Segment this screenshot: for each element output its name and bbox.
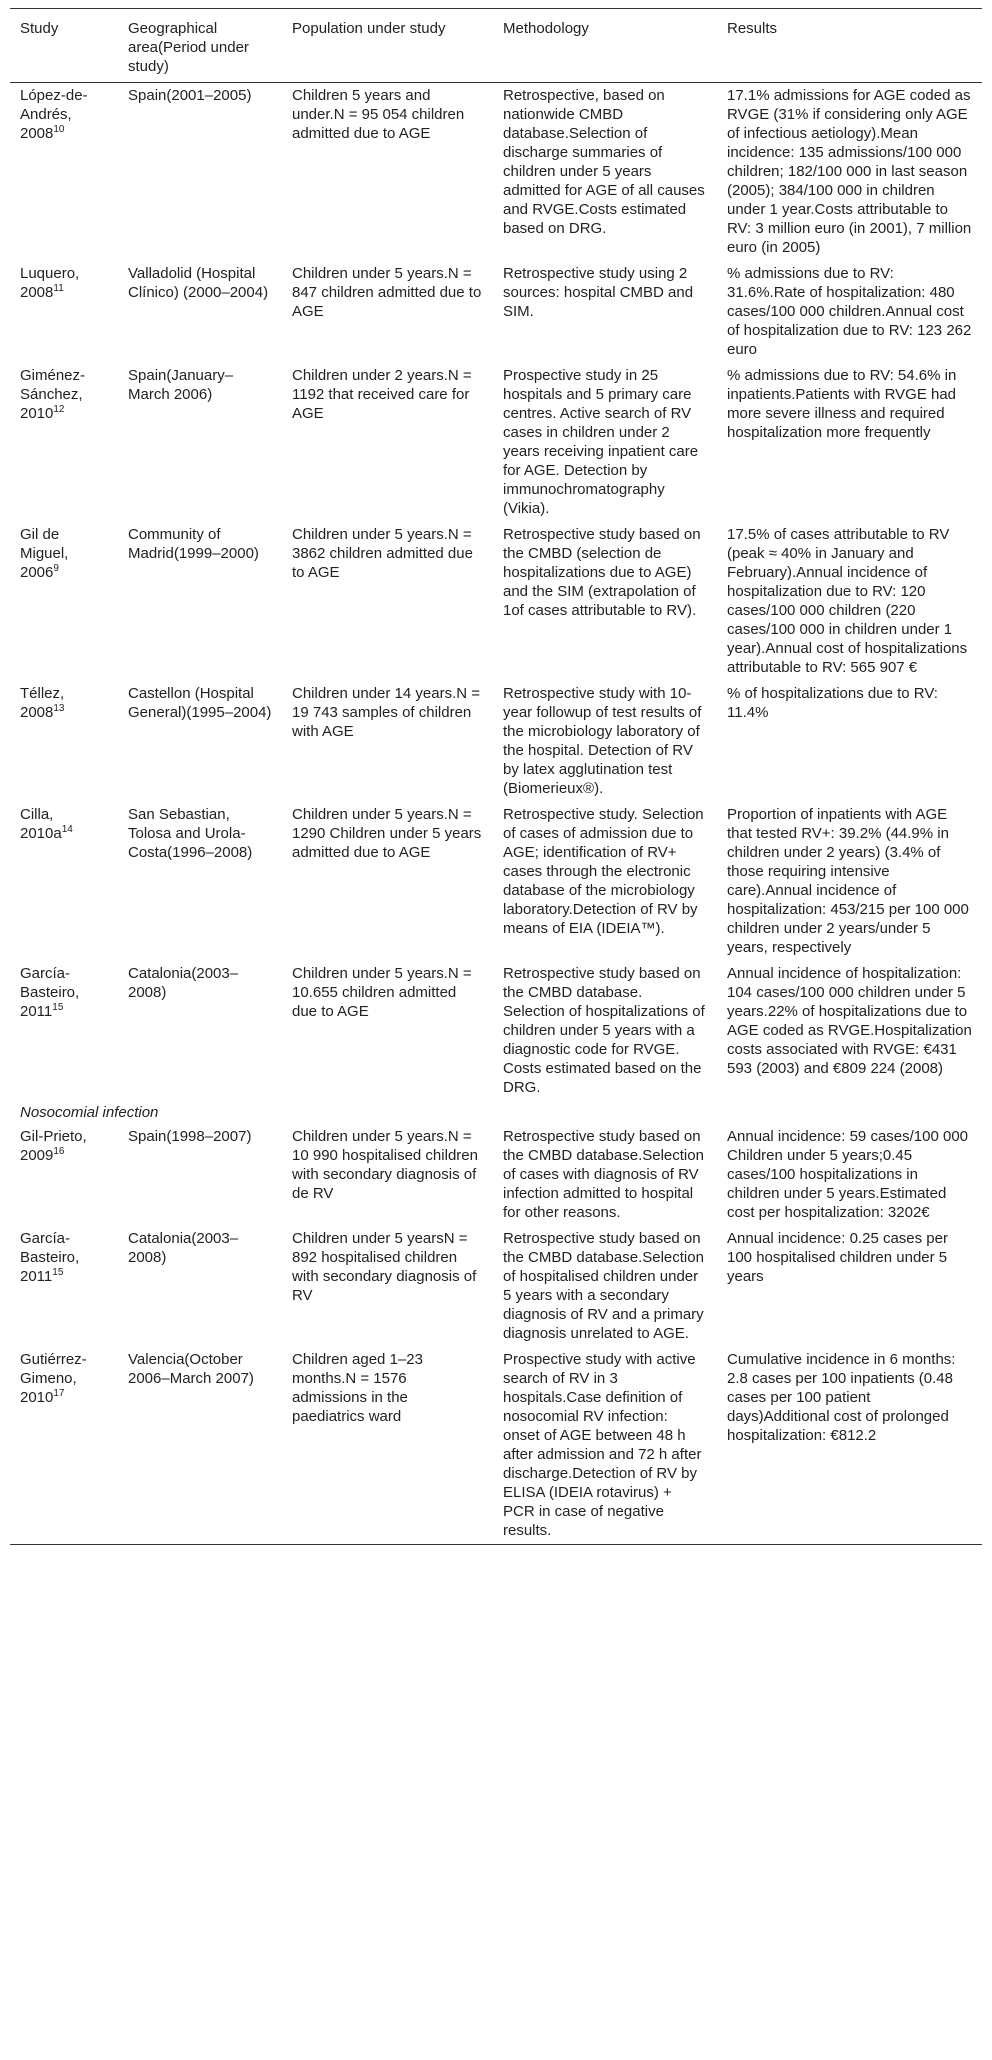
area-cell: Catalonia(2003–2008): [128, 1230, 239, 1266]
study-ref: 14: [61, 824, 73, 835]
study-cell: [10, 1124, 118, 1226]
table-body: [10, 83, 982, 1545]
header-population: Population under study: [292, 20, 446, 37]
study-cell: [10, 363, 118, 522]
methodology-cell: Retrospective study based on the CMBD database.Selection of hospitalised children under 5 years with a secondary diagnosis of RV and a primary diagnosis unrelated to AGE.: [503, 1230, 704, 1342]
study-name: García-Basteiro, 2011: [20, 965, 80, 1020]
methodology-cell: Prospective study in 25 hospitals and 5 primary care centres. Active search of RV cases in children under 2 years receiving inpatient care for AGE. Detection by immunochromatography (Vikia).: [503, 367, 699, 517]
header-results: Results: [727, 20, 778, 37]
methodology-cell: Prospective study with active search of RV in 3 hospitals.Case definition of nosocomial RV infection: onset of AGE between 48 h after admission and 72 h after discharge.Detection of RV by ELISA (IDEIA rotavirus) + PCR in case of negative results.: [503, 1351, 702, 1539]
section-label-nosocomial: Nosocomial infection: [20, 1104, 159, 1121]
area-cell: Spain(1998–2007): [128, 1128, 252, 1145]
study-ref: 10: [53, 124, 65, 135]
study-ref: 16: [53, 1146, 65, 1157]
population-cell: Children 5 years and under.N = 95 054 children admitted due to AGE: [292, 87, 465, 142]
results-cell: % of hospitalizations due to RV: 11.4%: [727, 685, 938, 721]
study-name: Gil-Prieto, 2009: [20, 1128, 87, 1164]
methodology-cell: Retrospective study with 10-year followup of test results of the microbiology laboratory of the hospital. Detection of RV by latex agglutination test (Biomerieux®).: [503, 685, 702, 797]
study-ref: 17: [53, 1388, 65, 1399]
study-name: Cilla, 2010a: [20, 806, 62, 842]
population-cell: Children under 5 years.N = 3862 children admitted due to AGE: [292, 526, 473, 581]
header-methodology: Methodology: [503, 20, 589, 37]
area-cell: Valencia(October 2006–March 2007): [128, 1351, 254, 1387]
study-cell: [10, 261, 118, 363]
table-row: [10, 363, 982, 522]
table-row: [10, 522, 982, 681]
area-cell: Valladolid (Hospital Clínico) (2000–2004): [128, 265, 269, 301]
results-cell: % admissions due to RV: 31.6%.Rate of hospitalization: 480 cases/100 000 children.Annual cost of hospitalization due to RV: 123 262 euro: [727, 265, 972, 358]
study-cell: [10, 961, 118, 1101]
table-row: [10, 802, 982, 961]
study-ref: 15: [52, 1002, 64, 1013]
table-header: [10, 9, 982, 83]
study-cell: [10, 522, 118, 681]
study-name: Gutiérrez-Gimeno, 2010: [20, 1351, 87, 1406]
study-name: Giménez-Sánchez, 2010: [20, 367, 86, 422]
methodology-cell: Retrospective study. Selection of cases of admission due to AGE; identification of RV+ cases through the electronic database of the microbiology laboratory.Detection of RV by means of EIA (IDEIA™).: [503, 806, 704, 937]
header-area: Geographical area(Period under study): [128, 20, 249, 75]
results-cell: 17.1% admissions for AGE coded as RVGE (31% if considering only AGE of infectious aetiology).Mean incidence: 135 admissions/100 000 children; 182/100 000 in last season (2005); 384/100 000 in children under 1 year.Costs attributable to RV: 3 million euro (in 2001), 7 million euro (in 2005): [727, 87, 972, 256]
population-cell: Children under 5 years.N = 1290 Children under 5 years admitted due to AGE: [292, 806, 482, 861]
studies-table: [10, 8, 982, 1545]
study-ref: 15: [52, 1267, 64, 1278]
area-cell: Castellon (Hospital General)(1995–2004): [128, 685, 272, 721]
table-row: [10, 681, 982, 802]
header-study: Study: [20, 20, 59, 37]
methodology-cell: Retrospective study based on the CMBD database.Selection of cases with diagnosis of RV infection admitted to hospital for other reasons.: [503, 1128, 704, 1221]
study-ref: 11: [53, 283, 64, 294]
population-cell: Children under 14 years.N = 19 743 samples of children with AGE: [292, 685, 481, 740]
results-cell: Cumulative incidence in 6 months: 2.8 cases per 100 inpatients (0.48 cases per 100 patient days)Additional cost of prolonged hospitalization: €812.2: [727, 1351, 956, 1444]
population-cell: Children under 2 years.N = 1192 that received care for AGE: [292, 367, 472, 422]
study-name: García-Basteiro, 2011: [20, 1230, 80, 1285]
population-cell: Children aged 1–23 months.N = 1576 admissions in the paediatrics ward: [292, 1351, 423, 1425]
population-cell: Children under 5 years.N = 847 children admitted due to AGE: [292, 265, 482, 320]
table-row: [10, 1124, 982, 1226]
header-row: [10, 9, 982, 83]
study-cell: [10, 1347, 118, 1545]
methodology-cell: Retrospective study based on the CMBD database. Selection of hospitalizations of children under 5 years with a diagnostic code for RVGE. Costs estimated based on the DRG.: [503, 965, 705, 1096]
study-cell: [10, 1226, 118, 1347]
area-cell: Spain(January–March 2006): [128, 367, 234, 403]
results-cell: Proportion of inpatients with AGE that tested RV+: 39.2% (44.9% in children under 2 years) (3.4% of those requiring intensive care).Annual incidence of hospitalization: 453/215 per 100 000 children under 2 years/under 5 years, respectively: [727, 806, 969, 956]
study-name: Luquero, 2008: [20, 265, 80, 301]
methodology-cell: Retrospective study based on the CMBD (selection de hospitalizations due to AGE) and the SIM (extrapolation of 1of cases attributable to RV).: [503, 526, 701, 619]
area-cell: Spain(2001–2005): [128, 87, 252, 104]
population-cell: Children under 5 yearsN = 892 hospitalised children with secondary diagnosis of RV: [292, 1230, 477, 1304]
table-row: [10, 83, 982, 262]
study-name: López-de-Andrés, 2008: [20, 87, 88, 142]
table-row: [10, 261, 982, 363]
study-cell: [10, 802, 118, 961]
results-cell: Annual incidence of hospitalization: 104 cases/100 000 children under 5 years.22% of hospitalizations due to AGE coded as RVGE.Hospitalization costs associated with RVGE: €431 593 (2003) and €809 224 (2008): [727, 965, 972, 1077]
area-cell: Community of Madrid(1999–2000): [128, 526, 259, 562]
section-row: [10, 1101, 982, 1124]
study-name: Téllez, 2008: [20, 685, 65, 721]
population-cell: Children under 5 years.N = 10.655 children admitted due to AGE: [292, 965, 472, 1020]
study-cell: [10, 83, 118, 262]
results-cell: Annual incidence: 59 cases/100 000 Children under 5 years;0.45 cases/100 hospitalizations in children under 5 years.Estimated cost per hospitalization: 3202€: [727, 1128, 969, 1221]
results-cell: % admissions due to RV: 54.6% in inpatients.Patients with RVGE had more severe illness and required hospitalization more frequently: [727, 367, 957, 441]
area-cell: Catalonia(2003–2008): [128, 965, 239, 1001]
study-ref: 12: [53, 404, 65, 415]
table-row: [10, 1347, 982, 1545]
area-cell: San Sebastian, Tolosa and Urola-Costa(1996–2008): [128, 806, 253, 861]
table-row: [10, 961, 982, 1101]
results-cell: Annual incidence: 0.25 cases per 100 hospitalised children under 5 years: [727, 1230, 948, 1285]
table-row: [10, 1226, 982, 1347]
study-ref: 9: [53, 563, 59, 574]
population-cell: Children under 5 years.N = 10 990 hospitalised children with secondary diagnosis of de RV: [292, 1128, 478, 1202]
study-cell: [10, 681, 118, 802]
methodology-cell: Retrospective study using 2 sources: hospital CMBD and SIM.: [503, 265, 694, 320]
results-cell: 17.5% of cases attributable to RV (peak ≈ 40% in January and February).Annual incidence of hospitalization due to RV: 120 cases/100 000 children (220 cases/100 000 in children under 1 year).Annual cost of hospitalizations attributable to RV: 565 907 €: [727, 526, 968, 676]
methodology-cell: Retrospective, based on nationwide CMBD database.Selection of discharge summaries of children under 5 years admitted for AGE of all causes and RVGE.Costs estimated based on DRG.: [503, 87, 705, 237]
study-ref: 13: [53, 703, 65, 714]
study-name: Gil de Miguel, 2006: [20, 526, 69, 581]
